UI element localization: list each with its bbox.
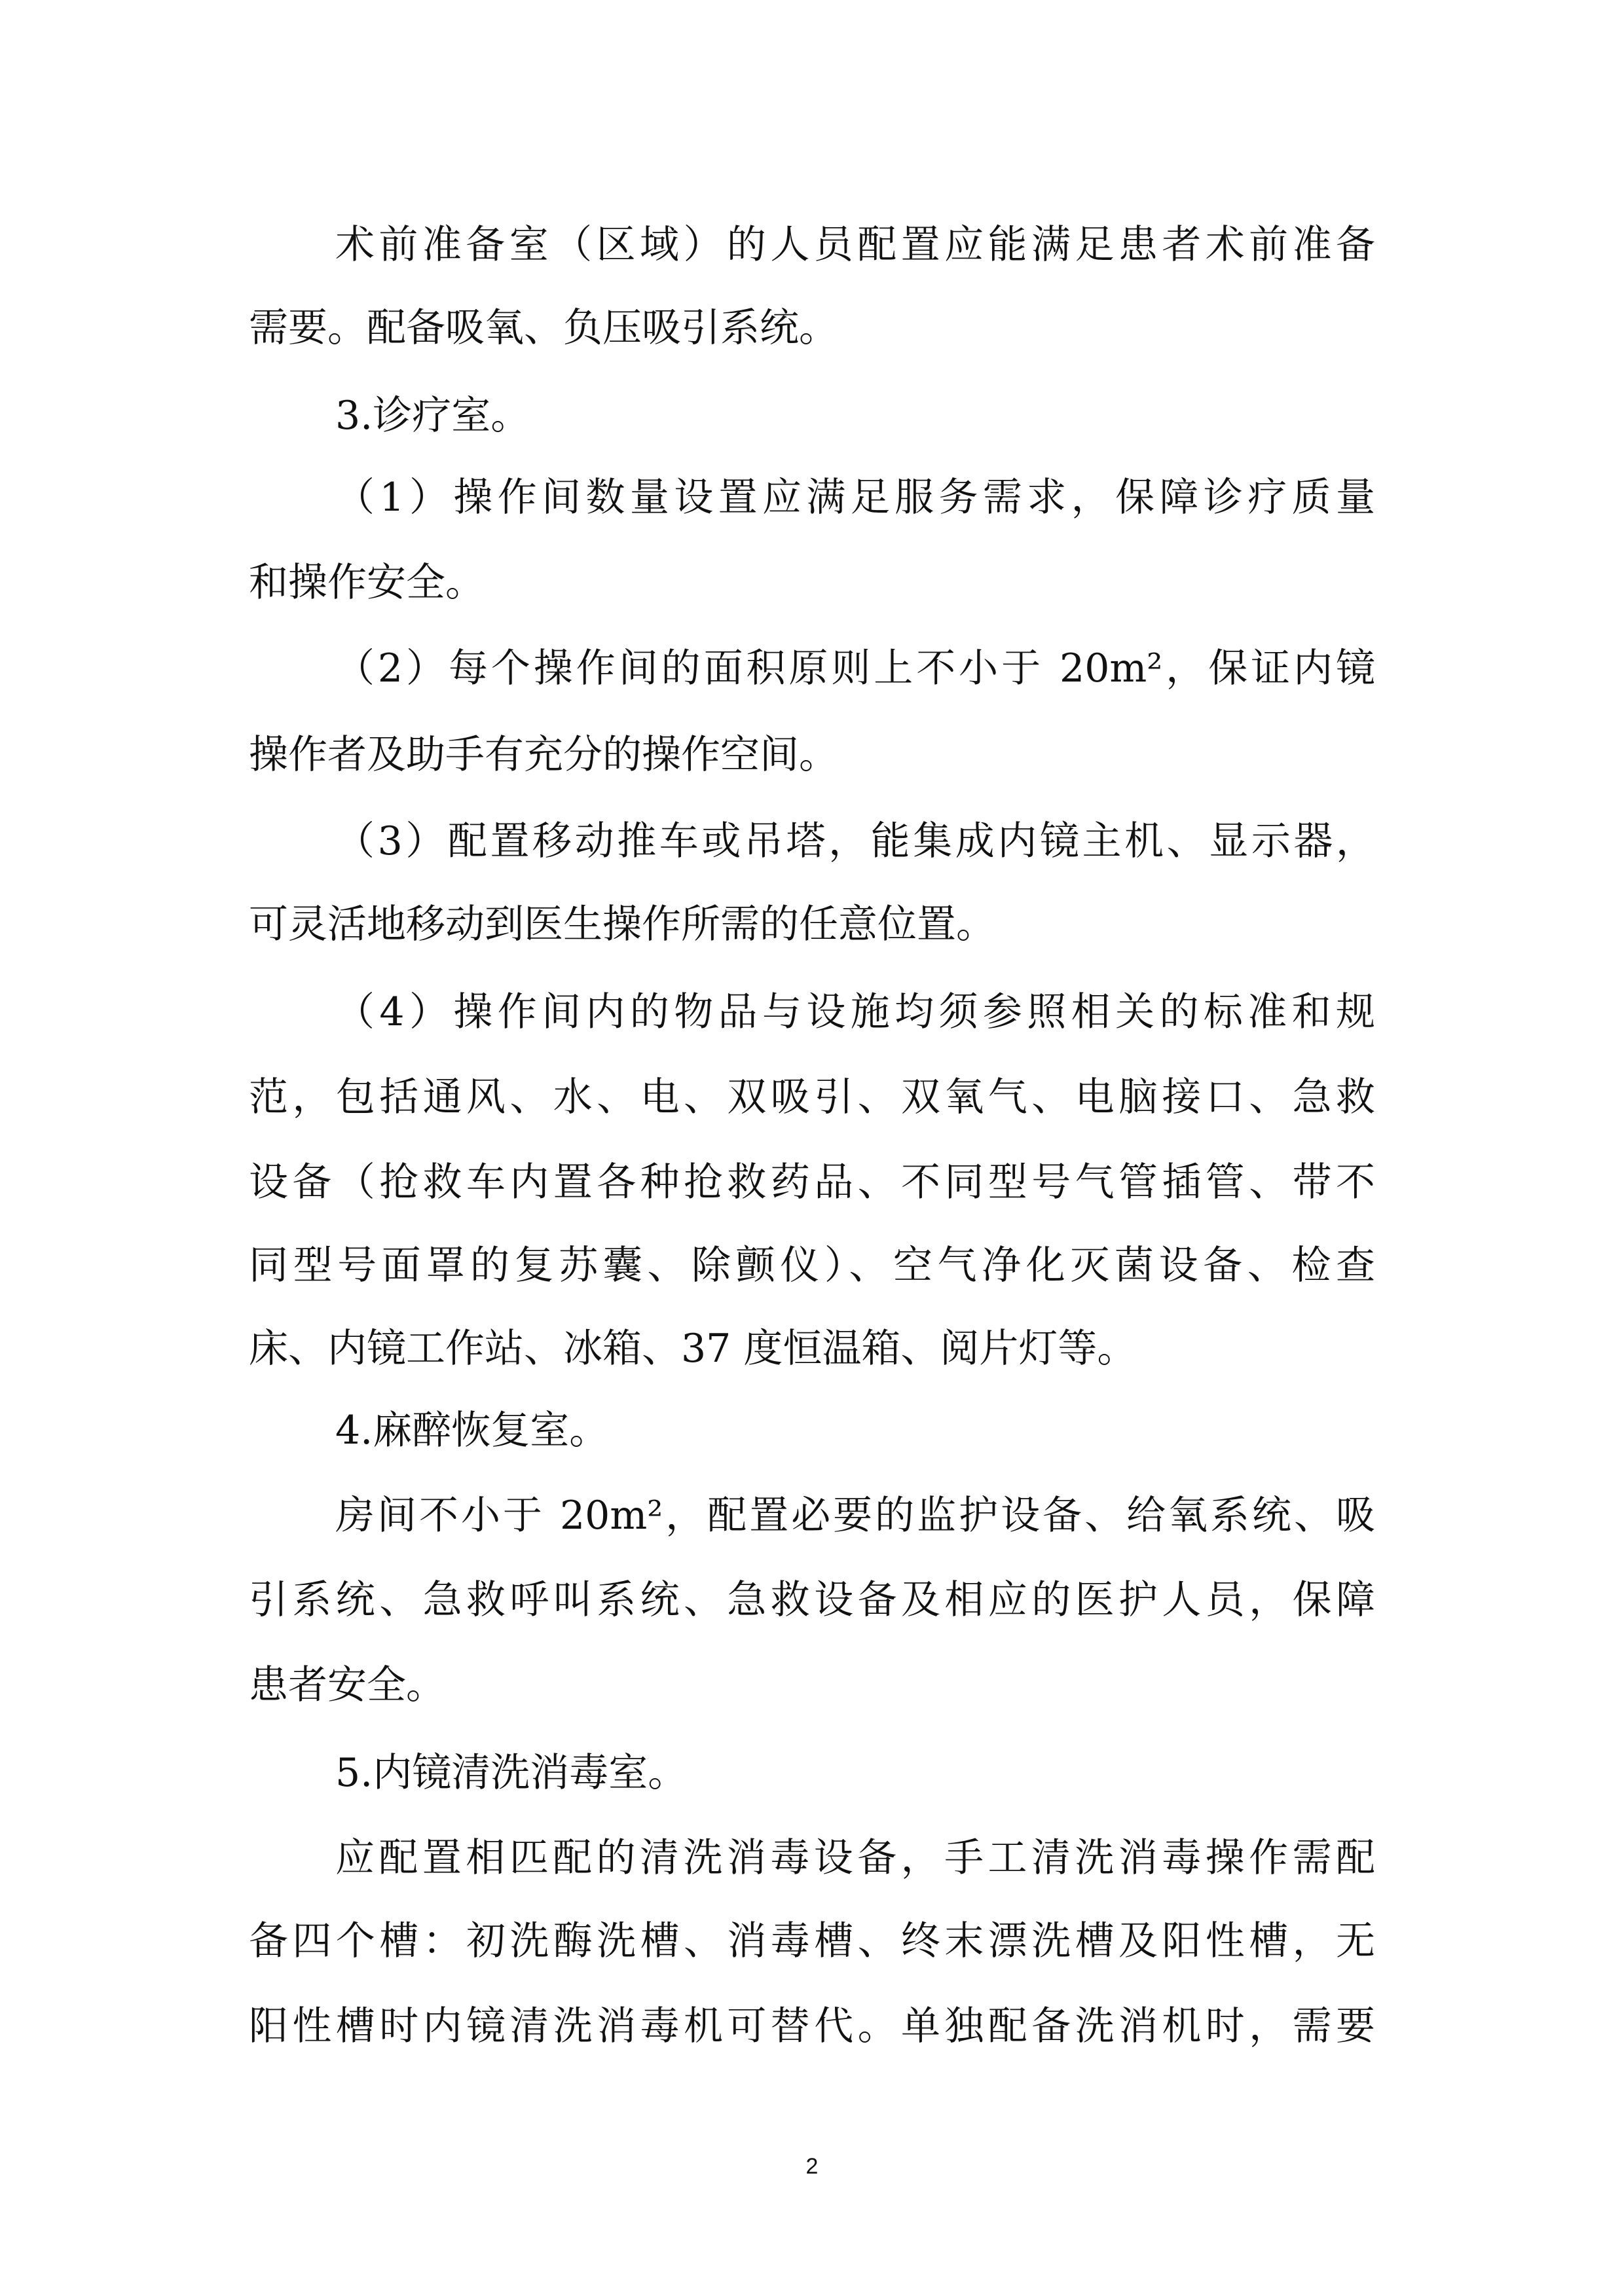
text-line: 房间不小于 20m²，配置必要的监护设备、给氧系统、吸 xyxy=(335,1493,1375,1539)
text-line: 引系统、急救呼叫系统、急救设备及相应的医护人员，保障 xyxy=(249,1577,1375,1623)
text-line: （4）操作间内的物品与设施均须参照相关的标准和规 xyxy=(335,989,1375,1035)
text-line: （1）操作间数量设置应满足服务需求，保障诊疗质量 xyxy=(335,475,1375,520)
text-line: （3）配置移动推车或吊塔，能集成内镜主机、显示器， xyxy=(335,818,1375,864)
text-line: 可灵活地移动到医生操作所需的任意位置。 xyxy=(249,902,995,947)
text-line: 备四个槽：初洗酶洗槽、消毒槽、终末漂洗槽及阳性槽，无 xyxy=(249,1918,1375,1964)
text-line: （2）每个操作间的面积原则上不小于 20m²，保证内镜 xyxy=(335,646,1375,691)
text-line: 应配置相匹配的清洗消毒设备，手工清洗消毒操作需配 xyxy=(335,1835,1375,1881)
text-line: 阳性槽时内镜清洗消毒机可替代。单独配备洗消机时，需要 xyxy=(249,2003,1375,2049)
text-line: 术前准备室（区域）的人员配置应能满足患者术前准备 xyxy=(335,222,1375,268)
text-line: 同型号面罩的复苏囊、除颤仪）、空气净化灭菌设备、检查 xyxy=(249,1243,1375,1288)
text-line: 3.诊疗室。 xyxy=(335,393,530,439)
text-line: 需要。配备吸氧、负压吸引系统。 xyxy=(249,305,838,351)
text-line: 床、内镜工作站、冰箱、37 度恒温箱、阅片灯等。 xyxy=(249,1326,1137,1372)
text-line: 设备（抢救车内置各种抢救药品、不同型号气管插管、带不 xyxy=(249,1159,1375,1205)
text-line: 和操作安全。 xyxy=(249,560,485,606)
text-line: 范，包括通风、水、电、双吸引、双氧气、电脑接口、急救 xyxy=(249,1074,1375,1120)
text-line: 4.麻醉恢复室。 xyxy=(335,1408,609,1453)
page-number: 2 xyxy=(805,2154,819,2179)
text-line: 患者安全。 xyxy=(249,1662,445,1708)
text-line: 5.内镜清洗消毒室。 xyxy=(335,1750,688,1796)
text-line: 操作者及助手有充分的操作空间。 xyxy=(249,732,838,778)
